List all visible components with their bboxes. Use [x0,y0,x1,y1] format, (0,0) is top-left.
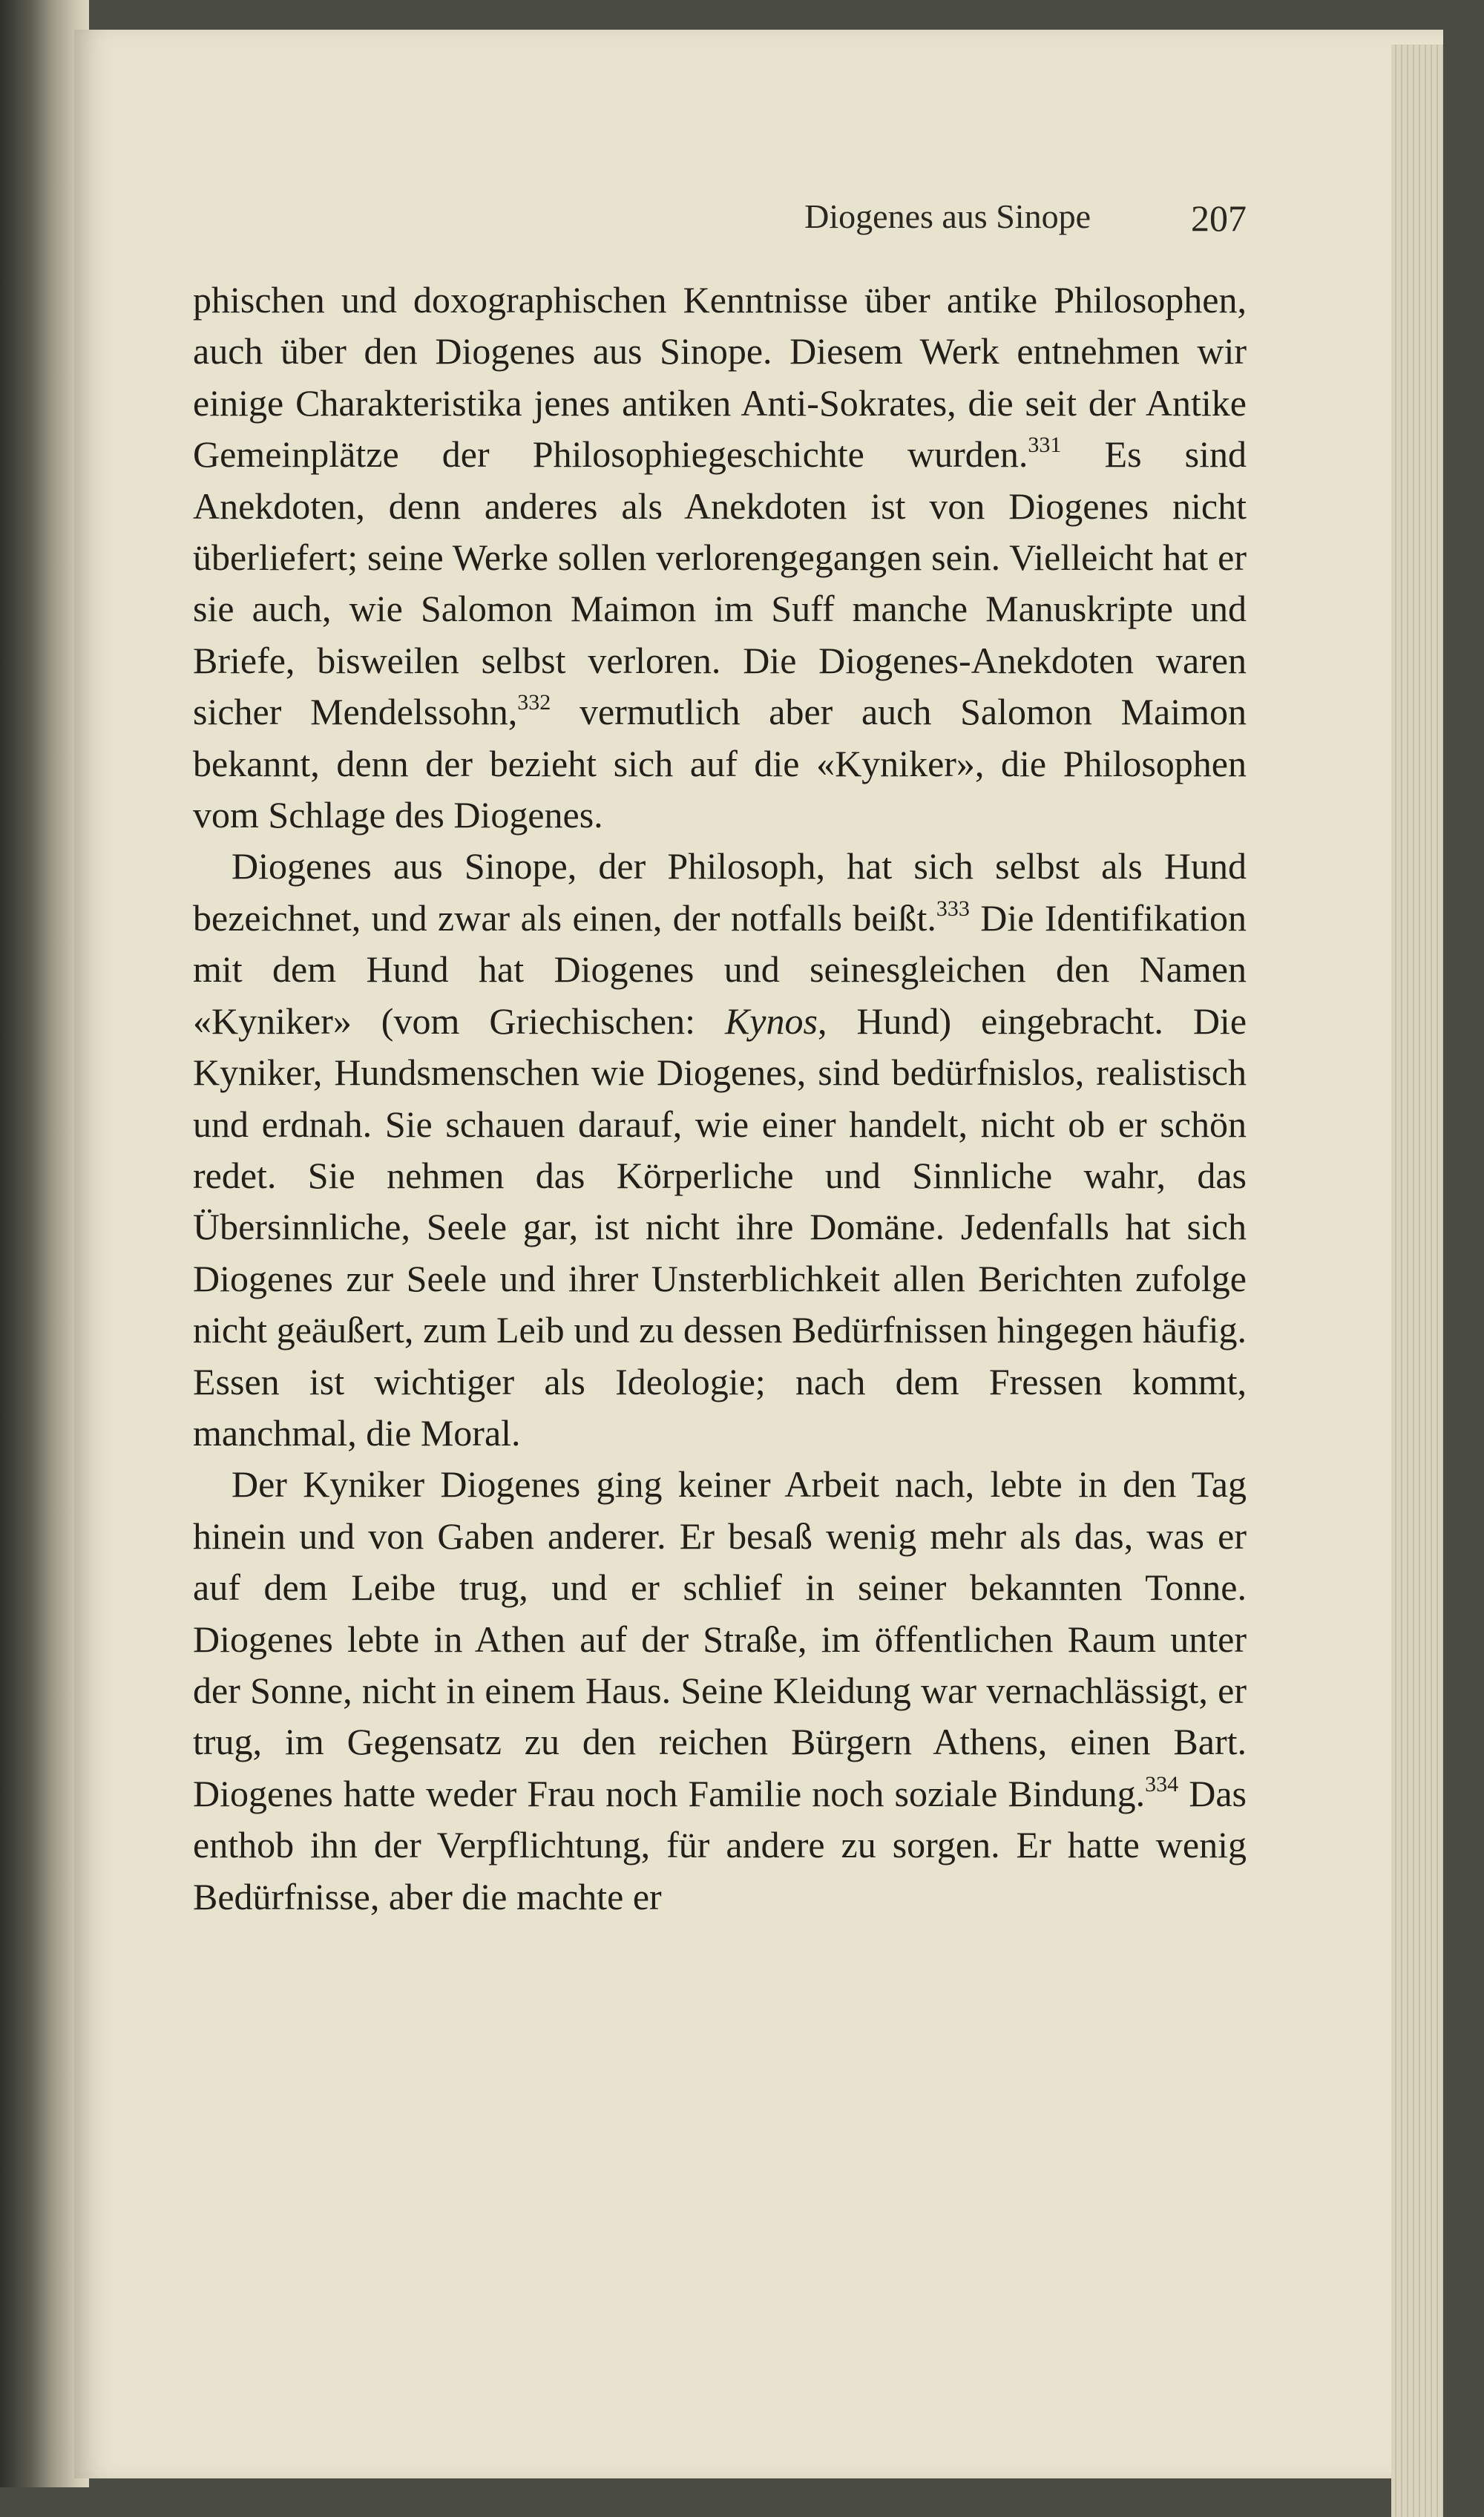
footnote-ref-332: 332 [517,690,551,715]
book-page [74,30,1443,2478]
text-segment: Das enthob ihn der Verpflichtung, für andere zu sorgen. Er hatte wenig Bedürfnisse, aber die machte er [193,1772,1247,1917]
page-edges [1391,45,1443,2517]
footnote-ref-333: 333 [936,896,970,921]
text-segment: Der Kyniker Diogenes ging keiner Arbeit nach, lebte in den Tag hinein und von Gaben anderer. Er besaß wenig mehr als das, was er auf dem Leibe trug, und er schlief in seiner bekannten Tonne. Diogenes lebte in Athen auf der Straße, im öffentlichen Raum unter der Sonne, nicht in einem Haus. Seine Kleidung war vernachlässigt, er trug, im Gegensatz zu den reichen Bürgern Athens, einen Bart. Diogenes hatte weder Frau noch Familie noch soziale Bindung. [193,1463,1247,1814]
running-head: Diogenes aus Sinope [804,197,1091,235]
text-segment: Diogenes aus Sinope, der Philosoph, hat sich selbst als Hund bezeichnet, und zwar als einen, der notfalls beißt. [193,845,1247,939]
footnote-ref-334: 334 [1145,1771,1179,1796]
text-segment: vermutlich aber auch Salomon Maimon bekannt, denn der bezieht sich auf die «Kyniker», die Philosophen vom Schlage des Diogenes. [193,691,1247,836]
body-text [193,275,1247,1923]
page-header [193,197,1247,249]
page-number: 207 [1191,197,1247,239]
footnote-ref-331: 331 [1028,433,1062,458]
italic-term: Kynos [724,1000,818,1042]
text-segment: Die Identifikation mit dem Hund hat Diogenes und seinesgleichen den Namen «Kyniker» (vom Griechischen: [193,896,1247,1042]
paragraph-3 [193,1459,1247,1923]
text-segment: phischen und doxographischen Kenntnisse über antike Philosophen, auch über den Diogenes aus Sinope. Diesem Werk entnehmen wir einige Charakteristika jenes antiken Anti-Sokrates, die seit der Antike Gemeinplätze der Philosophiegeschichte wurden. [193,279,1247,476]
paragraph-1 [193,275,1247,841]
text-segment: Es sind Anekdoten, denn anderes als Anekdoten ist von Diogenes nicht überliefert; seine Werke sollen verlorengegangen sein. Vielleicht hat er sie auch, wie Salomon Maimon im Suff manche Manuskripte und Briefe, bisweilen selbst verloren. Die Diogenes-Anekdoten waren sicher Mendelssohn, [193,433,1247,733]
paragraph-2 [193,841,1247,1459]
text-segment: , Hund) eingebracht. Die Kyniker, Hundsmenschen wie Diogenes, sind bedürfnislos, realistisch und erdnah. Sie schauen darauf, wie einer handelt, nicht ob er schön redet. Sie nehmen das Körperliche und Sinnliche wahr, das Übersinnliche, Seele gar, ist nicht ihre Domäne. Jedenfalls hat sich Diogenes zur Seele und ihrer Unsterblichkeit allen Berichten zufolge nicht geäußert, zum Leib und zu dessen Bedürfnissen hingegen häufig. Essen ist wichtiger als Ideologie; nach dem Fressen kommt, manchmal, die Moral. [193,1000,1247,1454]
